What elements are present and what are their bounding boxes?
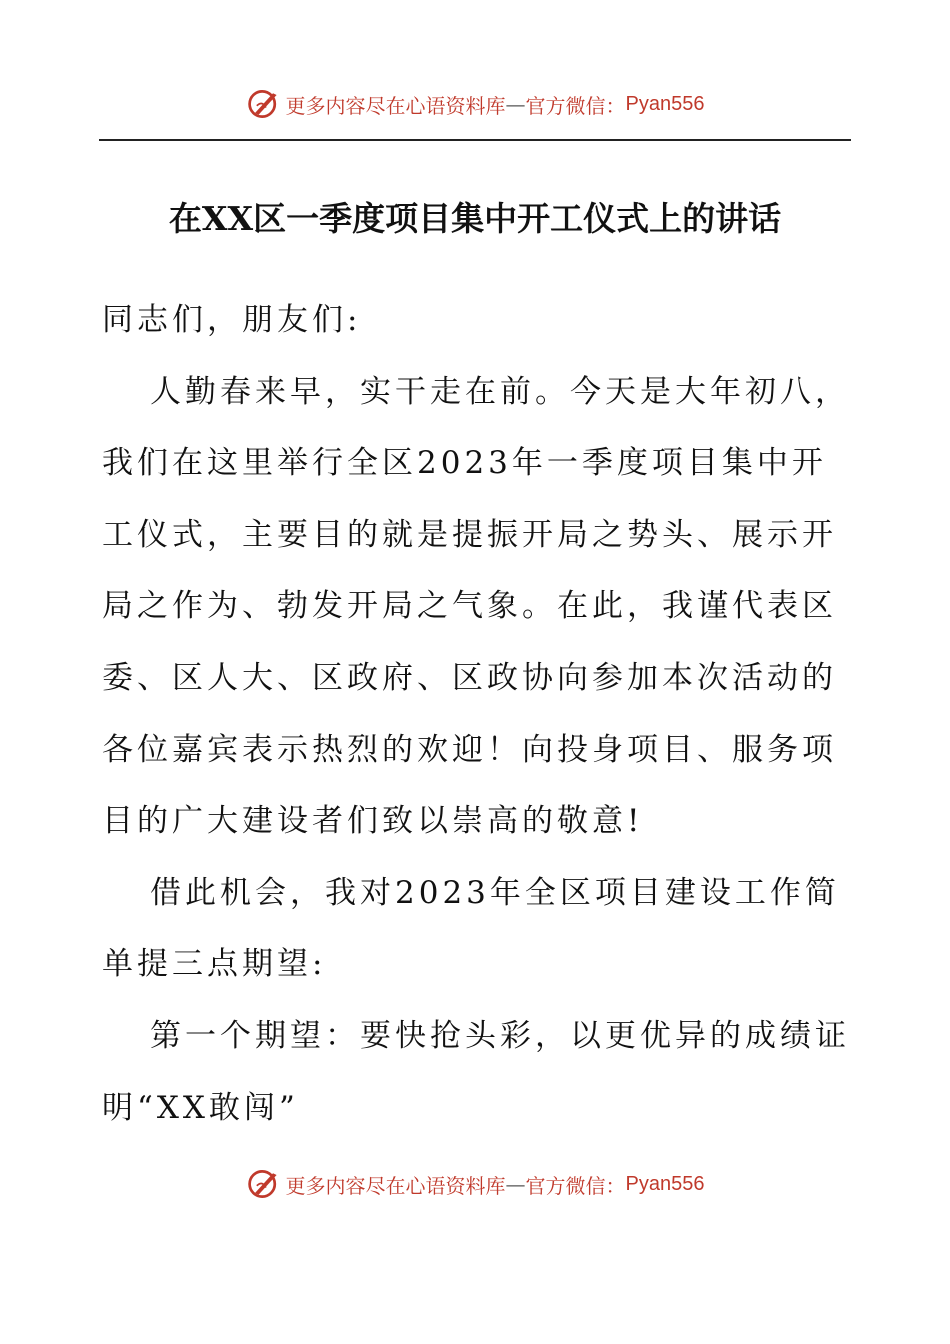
wechat-id: Pyan556 xyxy=(625,92,705,115)
paragraph: 人勤春来早，实干走在前。今天是大年初八，我们在这里举行全区2023年一季度项目集中开工仪式，主要目的就是提振开局之势头、展示开局之作为、勃发开局之气象。在此，我谨代表区委、区人大、区政府、区政协向参加本次活动的各位嘉宾表示热烈的欢迎！向投身项目、服务项目的广大建设者们致以崇高的敬意! xyxy=(102,373,850,840)
header-watermark xyxy=(0,84,950,124)
wechat-id: Pyan556 xyxy=(625,1172,705,1195)
paragraph: 第一个期望：要快抢头彩，以更优异的成绩证明“XX敢闯” xyxy=(102,1017,850,1126)
salutation: 同志们，朋友们: xyxy=(102,302,362,338)
watermark-text: 更多内容尽在心语资料库 xyxy=(285,93,506,118)
watermark-separator: — xyxy=(505,92,526,116)
watermark-separator: — xyxy=(505,1172,526,1196)
wechat-label: 官方微信： xyxy=(525,93,626,118)
paragraph: 借此机会，我对2023年全区项目建设工作简单提三点期望: xyxy=(102,874,840,983)
quill-logo-icon xyxy=(246,1166,282,1202)
document-title: 在XX区一季度项目集中开工仪式上的讲话 xyxy=(168,199,782,238)
quill-logo-icon xyxy=(246,86,282,122)
watermark-text: 更多内容尽在心语资料库 xyxy=(285,1173,506,1198)
header-divider xyxy=(99,139,851,141)
document-body xyxy=(102,285,854,1144)
footer-watermark xyxy=(0,1164,950,1204)
wechat-label: 官方微信： xyxy=(525,1173,626,1198)
